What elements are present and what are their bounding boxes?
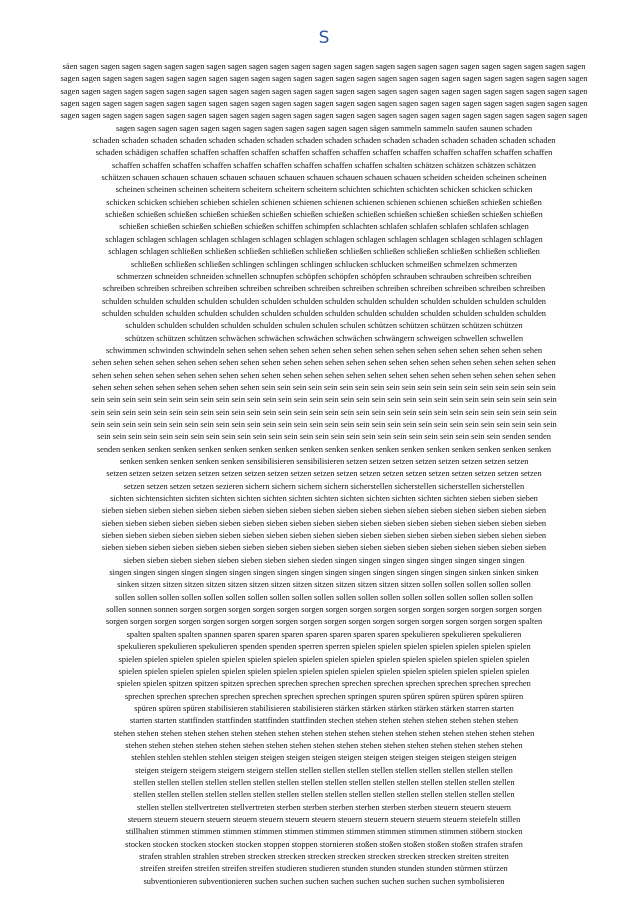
text-line: schicken schicken schieben schieben schielen schienen schienen schienen schienen schienen schienen schießen schießen schießen xyxy=(106,197,542,207)
text-line: sollen sonnen sonnen sorgen sorgen sorgen sorgen sorgen sorgen sorgen sorgen sorgen sorgen sorgen sorgen sorgen sorgen sorgen xyxy=(106,605,542,615)
text-line: schützen schützen schützen schwächen schwächen schwächen schwächen schwängern schweigen schwellen schwellen xyxy=(124,333,524,343)
text-line: sein sein sein sein sein sein sein sein sein sein sein sein sein sein sein sein sein sein sein sein sein sein sein sein sein sein sein sein sein sein xyxy=(91,395,557,405)
text-line: schulden schulden schulden schulden schulden schulen schulen schulen schützen schützen schützen schützen schützen xyxy=(125,321,523,331)
text-line: senden senken senken senken senken senken senken senken senken senken senken senken senken senken senken senken senken senken xyxy=(96,444,552,454)
text-line: sehen sehen sehen sehen sehen sehen sehen sehen sehen sehen sehen sehen sehen sehen sehen sehen sehen sehen sehen sehen sehen sehen xyxy=(92,370,556,380)
text-line: setzen setzen setzen setzen setzen setzen setzen setzen setzen setzen setzen setzen setzen setzen setzen setzen setzen setzen setzen xyxy=(106,469,542,479)
text-line: schließen schließen schließen schlingen schlingen schlingen schlucken schlucken schmeißen schmelzen schmerzen xyxy=(130,259,518,269)
text-line: subventionieren subventionieren suchen suchen suchen suchen suchen suchen suchen suchen symbolisieren xyxy=(143,876,505,886)
text-line: strafen strahlen strahlen streben strecken strecken strecken strecken strecken strecken strecken streiten streiten xyxy=(139,852,509,861)
text-line: spalten spalten spalten spannen sparen sparen sparen sparen sparen sparen sparen spekulieren spekulieren spekulieren xyxy=(126,629,522,639)
text-line: schießen schießen schießen schießen schießen schießen schießen schießen schießen schießen schießen schießen schießen schießen xyxy=(105,210,543,220)
text-line: sieben sieben sieben sieben sieben sieben sieben sieben sieben sieben sieben sieben sieben sieben sieben sieben sieben sieben sieben xyxy=(101,543,547,553)
text-line: säen sagen sagen sagen sagen sagen sagen sagen sagen sagen sagen sagen sagen sagen sagen sagen sagen sagen sagen sagen sagen sagen sagen sagen sagen xyxy=(62,62,586,71)
text-line: sinken sitzen sitzen sitzen sitzen sitzen sitzen sitzen sitzen sitzen sitzen sitzen sitzen sitzen sollen sollen sollen sollen sollen xyxy=(117,580,531,590)
text-line: schmerzen schneiden schneiden schnellen schnupfen schöpfen schöpfen schöpfen schrauben schrauben schreiben schreiben xyxy=(116,271,532,281)
text-line: stellen stellen stellen stellen stellen stellen stellen stellen stellen stellen stellen stellen stellen stellen stellen stellen xyxy=(133,790,515,800)
text-line: sagen sagen sagen sagen sagen sagen sagen sagen sagen sagen sagen sagen sagen sagen sagen sagen sagen sagen sagen sagen sagen sagen sagen sagen sagen xyxy=(60,74,588,84)
text-line: sieben sieben sieben sieben sieben sieben sieben sieben sieden singen singen singen singen singen singen singen singen xyxy=(123,555,525,565)
verb-list xyxy=(44,61,604,888)
text-line: spekulieren spekulieren spekulieren spenden spenden sperren sperren spielen spielen spielen spielen spielen spielen spielen xyxy=(117,642,531,652)
text-line: spielen spielen spielen spielen spielen spielen spielen spielen spielen spielen spielen spielen spielen spielen spielen spielen xyxy=(118,654,530,664)
text-line: stehen stehen stehen stehen stehen stehen stehen stehen stehen stehen stehen stehen stehen stehen stehen stehen stehen xyxy=(125,740,523,750)
text-line: stellen stellen stellvertreten stellvertreten sterben sterben sterben sterben sterben sterben steuern steuern steuern xyxy=(137,802,511,812)
text-line: starten starten stattfinden stattfinden stattfinden stattfinden stechen stehen stehen stehen stehen stehen stehen stehen xyxy=(129,716,519,726)
text-line: sagen sagen sagen sagen sagen sagen sagen sagen sagen sagen sagen sagen sagen sagen sagen sagen sagen sagen sagen sagen sagen sagen sagen sagen sagen xyxy=(60,111,588,121)
letter-heading: S xyxy=(318,28,330,48)
text-line: sichten sichtensichten sichten sichten sichten sichten sichten sichten sichten sichten sichten sichten sichten sieben sieben sieben xyxy=(110,494,538,504)
text-line: sollen sollen sollen sollen sollen sollen sollen sollen sollen sollen sollen sollen sollen sollen sollen sollen sollen sollen sollen xyxy=(115,592,533,602)
text-line: spüren spüren spüren stabilisieren stabilisieren stabilisieren stärken stärken stärken stärken stärken starren starten xyxy=(134,703,514,713)
text-line: schlagen schlagen schließen schließen schließen schließen schließen schließen schließen schließen schließen schließen schließen xyxy=(108,247,540,257)
text-line: sorgen sorgen sorgen sorgen sorgen sorgen sorgen sorgen sorgen sorgen sorgen sorgen sorgen sorgen sorgen sorgen sorgen spalten xyxy=(105,617,543,627)
text-line: singen singen singen singen singen singen singen singen singen singen singen singen singen singen singen sinken sinken sinken xyxy=(109,568,539,578)
text-line: sagen sagen sagen sagen sagen sagen sagen sagen sagen sagen sagen sagen sagen sagen sagen sagen sagen sagen sagen sagen sagen sagen sagen sagen sagen xyxy=(60,86,588,96)
text-line: stocken stocken stocken stocken stocken stoppen stoppen stornieren stoßen stoßen stoßen stoßen stoßen strafen strafen xyxy=(125,839,523,849)
text-line: schwimmen schwinden schwindeln sehen sehen sehen sehen sehen sehen sehen sehen sehen sehen sehen sehen sehen sehen sehen xyxy=(105,345,543,355)
text-line: setzen setzen setzen setzen sezieren sichern sichern sichern sichern sicherstellen sicherstellen sicherstellen sicherstellen xyxy=(123,481,525,491)
text-line: schaden schädigen schaffen schaffen schaffen schaffen schaffen schaffen schaffen schaffen schaffen schaffen schaffen schaffen schaffen xyxy=(95,148,553,158)
text-line: sein sein sein sein sein sein sein sein sein sein sein sein sein sein sein sein sein sein sein sein sein sein sein sein sein sein sein sein sein sein xyxy=(91,407,557,417)
text-line: schaffen schaffen schaffen schaffen schaffen schaffen schaffen schaffen schaffen schalten schätzen schätzen schätzen schätzen xyxy=(112,160,536,170)
text-line: stehlen stehlen stehlen stehlen steigen steigen steigen steigen steigen steigen steigen steigen steigen steigen steigen xyxy=(131,753,517,763)
text-line: scheinen scheinen scheinen scheitern scheitern scheitern scheitern schichten schichten schichten schicken schicken schicken xyxy=(115,185,533,195)
text-line: spielen spielen spitzen spitzen spitzen sprechen sprechen sprechen sprechen sprechen sprechen sprechen sprechen sprechen xyxy=(117,679,531,689)
text-line: stellen stellen stellen stellen stellen stellen stellen stellen stellen stellen stellen stellen stellen stellen stellen stellen xyxy=(133,777,515,787)
text-line: schreiben schreiben schreiben schreiben schreiben schreiben schreiben schreiben schreiben schreiben schreiben schreiben schreiben xyxy=(102,284,546,294)
text-line: schulden schulden schulden schulden schulden schulden schulden schulden schulden schulden schulden schulden schulden schulden xyxy=(101,308,546,318)
text-line: stillhalten stimmen stimmen stimmen stimmen stimmen stimmen stimmen stimmen stimmen stimmen stöbern stocken xyxy=(125,827,523,837)
text-line: sprechen sprechen sprechen sprechen sprechen sprechen sprechen springen spuren spüren spüren spüren spüren spüren xyxy=(124,691,524,701)
text-line: senken senken senken senken senken sensibilisieren sensibilisieren setzen setzen setzen setzen setzen setzen setzen setzen xyxy=(119,457,529,466)
text-line: sieben sieben sieben sieben sieben sieben sieben sieben sieben sieben sieben sieben sieben sieben sieben sieben sieben sieben sieben xyxy=(101,506,547,516)
text-line: sieben sieben sieben sieben sieben sieben sieben sieben sieben sieben sieben sieben sieben sieben sieben sieben sieben sieben sieben xyxy=(101,518,547,528)
text-line: steigen steigern steigern steigern steigern stellen stellen stellen stellen stellen stellen stellen stellen stellen stellen xyxy=(135,765,513,775)
text-line: schaden schaden schaden schaden schaden schaden schaden schaden schaden schaden schaden schaden schaden schaden schaden schaden xyxy=(92,136,556,146)
text-line: schulden schulden schulden schulden schulden schulden schulden schulden schulden schulden schulden schulden schulden schulden xyxy=(101,296,546,306)
text-line: sieben sieben sieben sieben sieben sieben sieben sieben sieben sieben sieben sieben sieben sieben sieben sieben sieben sieben sieben xyxy=(101,531,547,541)
text-line: sagen sagen sagen sagen sagen sagen sagen sagen sagen sagen sagen sagen sägen sammeln sammeln saufen saunen schaden xyxy=(115,123,533,133)
text-line: schlagen schlagen schlagen schlagen schlagen schlagen schlagen schlagen schlagen schlagen schlagen schlagen schlagen schlagen xyxy=(105,234,543,244)
text-line: spielen spielen spielen spielen spielen spielen spielen spielen spielen spielen spielen spielen spielen spielen spielen spielen xyxy=(118,666,530,676)
text-line: sagen sagen sagen sagen sagen sagen sagen sagen sagen sagen sagen sagen sagen sagen sagen sagen sagen sagen sagen sagen sagen sagen sagen sagen sagen xyxy=(60,99,588,109)
text-line: stehen stehen stehen stehen stehen stehen stehen stehen stehen stehen stehen stehen stehen stehen stehen stehen stehen stehen xyxy=(113,728,535,738)
text-line: sehen sehen sehen sehen sehen sehen sehen sehen sein sein sein sein sein sein sein sein sein sein sein sein sein sein sein sein sein sein sein xyxy=(92,382,556,392)
text-line: steuern steuern steuern steuern steuern steuern steuern steuern steuern steuern steuern steuern steuern steiefeln stillen xyxy=(127,814,521,824)
text-line: sehen sehen sehen sehen sehen sehen sehen sehen sehen sehen sehen sehen sehen sehen sehen sehen sehen sehen sehen sehen sehen sehen xyxy=(92,358,556,368)
text-line: schießen schießen schießen schießen schießen schiffen schimpfen schlachten schlafen schlafen schlafen schlafen schlagen xyxy=(119,222,529,232)
text-line: sein sein sein sein sein sein sein sein sein sein sein sein sein sein sein sein sein sein sein sein sein sein sein sein sein sein senden senden xyxy=(97,432,551,442)
text-line: schätzen schauen schauen schauen schauen schauen schauen schauen schauen schauen schauen scheiden scheiden scheinen scheinen xyxy=(101,173,547,183)
text-line: streifen streifen streifen streifen streifen studieren studieren stunden stunden stunden stunden stürmen stürzen xyxy=(140,864,508,874)
text-line: sein sein sein sein sein sein sein sein sein sein sein sein sein sein sein sein sein sein sein sein sein sein sein sein sein sein sein sein sein sein xyxy=(91,419,557,429)
